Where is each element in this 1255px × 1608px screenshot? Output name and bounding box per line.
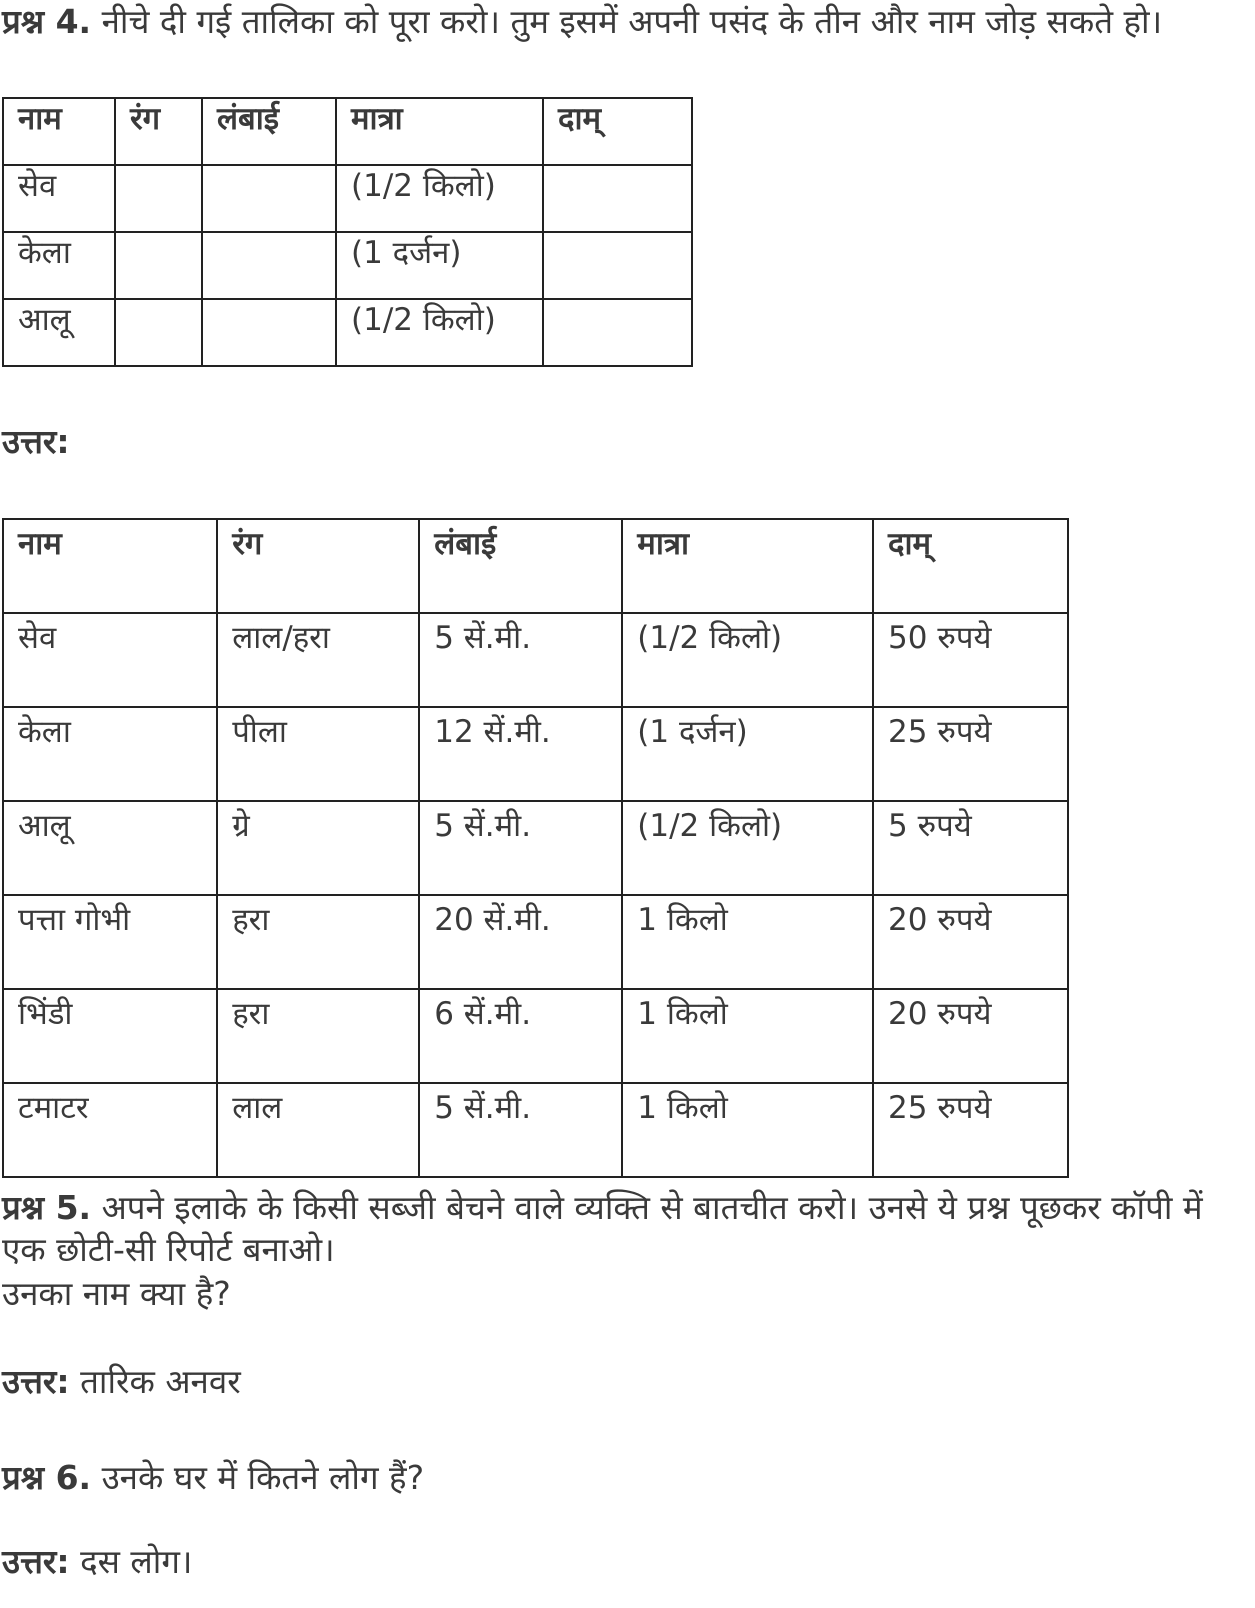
table-cell: टमाटर [3,1083,217,1177]
table-cell [115,165,202,232]
table-cell: (1 दर्जन) [336,232,543,299]
table-cell [543,165,692,232]
table-cell: 1 किलो [622,989,873,1083]
table-cell: 5 सें.मी. [419,1083,622,1177]
table-cell: सेव [3,613,217,707]
table-cell: पत्ता गोभी [3,895,217,989]
table-cell: पीला [217,707,419,801]
question-5-label: प्रश्न 5. [2,1188,92,1227]
table-row [3,299,692,366]
table-cell: भिंडी [3,989,217,1083]
table-cell: लाल/हरा [217,613,419,707]
table-cell: 25 रुपये [873,707,1068,801]
question-4-text: नीचे दी गई तालिका को पूरा करो। तुम इसमें अपनी पसंद के तीन और नाम जोड़ सकते हो। [91,2,1163,41]
table-row [3,1083,1068,1177]
table-cell: 1 किलो [622,895,873,989]
answer-label: उत्तर: [2,1362,70,1401]
table-header-cell: नाम [3,98,115,165]
question-6 [2,1456,424,1500]
question-4-label: प्रश्न 4. [2,2,92,41]
table-cell: हरा [217,895,419,989]
table-header-cell: लंबाई [419,519,622,613]
table-row [3,801,1068,895]
table-cell: 12 सें.मी. [419,707,622,801]
table-header-cell: रंग [217,519,419,613]
answer-label: उत्तर: [2,1542,70,1581]
table-cell: सेव [3,165,115,232]
table-cell: 5 सें.मी. [419,613,622,707]
table-cell: 25 रुपये [873,1083,1068,1177]
table-cell [202,165,336,232]
table-row [3,895,1068,989]
question-5 [2,1186,1203,1230]
table-header-cell: मात्रा [336,98,543,165]
table-row [3,613,1068,707]
table-cell [543,232,692,299]
table-header-row [3,98,692,165]
table-cell: (1/2 किलो) [336,299,543,366]
answer-6 [2,1540,192,1584]
answer-5 [2,1360,241,1404]
table-cell: (1/2 किलो) [336,165,543,232]
table-cell: आलू [3,299,115,366]
blank-table [2,97,693,367]
question-6-label: प्रश्न 6. [2,1458,92,1497]
question-5-line-3: उनका नाम क्या है? [2,1274,231,1313]
table-cell: (1/2 किलो) [622,613,873,707]
table-cell: 6 सें.मी. [419,989,622,1083]
answer-text: तारिक अनवर [69,1362,241,1401]
table-cell: (1 दर्जन) [622,707,873,801]
table-header-row [3,519,1068,613]
table-cell: 50 रुपये [873,613,1068,707]
table-cell [202,299,336,366]
table-row [3,232,692,299]
table-header-cell: लंबाई [202,98,336,165]
table-header-cell: दाम् [873,519,1068,613]
table-cell: 5 सें.मी. [419,801,622,895]
table-cell: 5 रुपये [873,801,1068,895]
table-cell [543,299,692,366]
answer-table [2,518,1069,1178]
table-cell: लाल [217,1083,419,1177]
question-6-text: उनके घर में कितने लोग हैं? [91,1458,425,1497]
table-cell [115,232,202,299]
question-5-line-2: एक छोटी-सी रिपोर्ट बनाओ। [2,1230,335,1269]
question-5-text: अपने इलाके के किसी सब्जी बेचने वाले व्यक्ति से बातचीत करो। उनसे ये प्रश्न पूछकर कॉपी में [91,1188,1203,1227]
table-cell [115,299,202,366]
table-cell: 1 किलो [622,1083,873,1177]
table-cell: ग्रे [217,801,419,895]
table-row [3,707,1068,801]
answer-text: दस लोग। [69,1542,193,1581]
table-cell: केला [3,232,115,299]
table-cell [202,232,336,299]
table-header-cell: रंग [115,98,202,165]
table-cell: (1/2 किलो) [622,801,873,895]
question-4 [2,0,1162,44]
table-cell: 20 रुपये [873,989,1068,1083]
answer-label: उत्तर: [2,422,70,461]
table-cell: 20 रुपये [873,895,1068,989]
table-cell: आलू [3,801,217,895]
table-cell: 20 सें.मी. [419,895,622,989]
table-cell: केला [3,707,217,801]
table-row [3,989,1068,1083]
table-header-cell: मात्रा [622,519,873,613]
table-header-cell: दाम् [543,98,692,165]
table-header-cell: नाम [3,519,217,613]
table-row [3,165,692,232]
table-cell: हरा [217,989,419,1083]
